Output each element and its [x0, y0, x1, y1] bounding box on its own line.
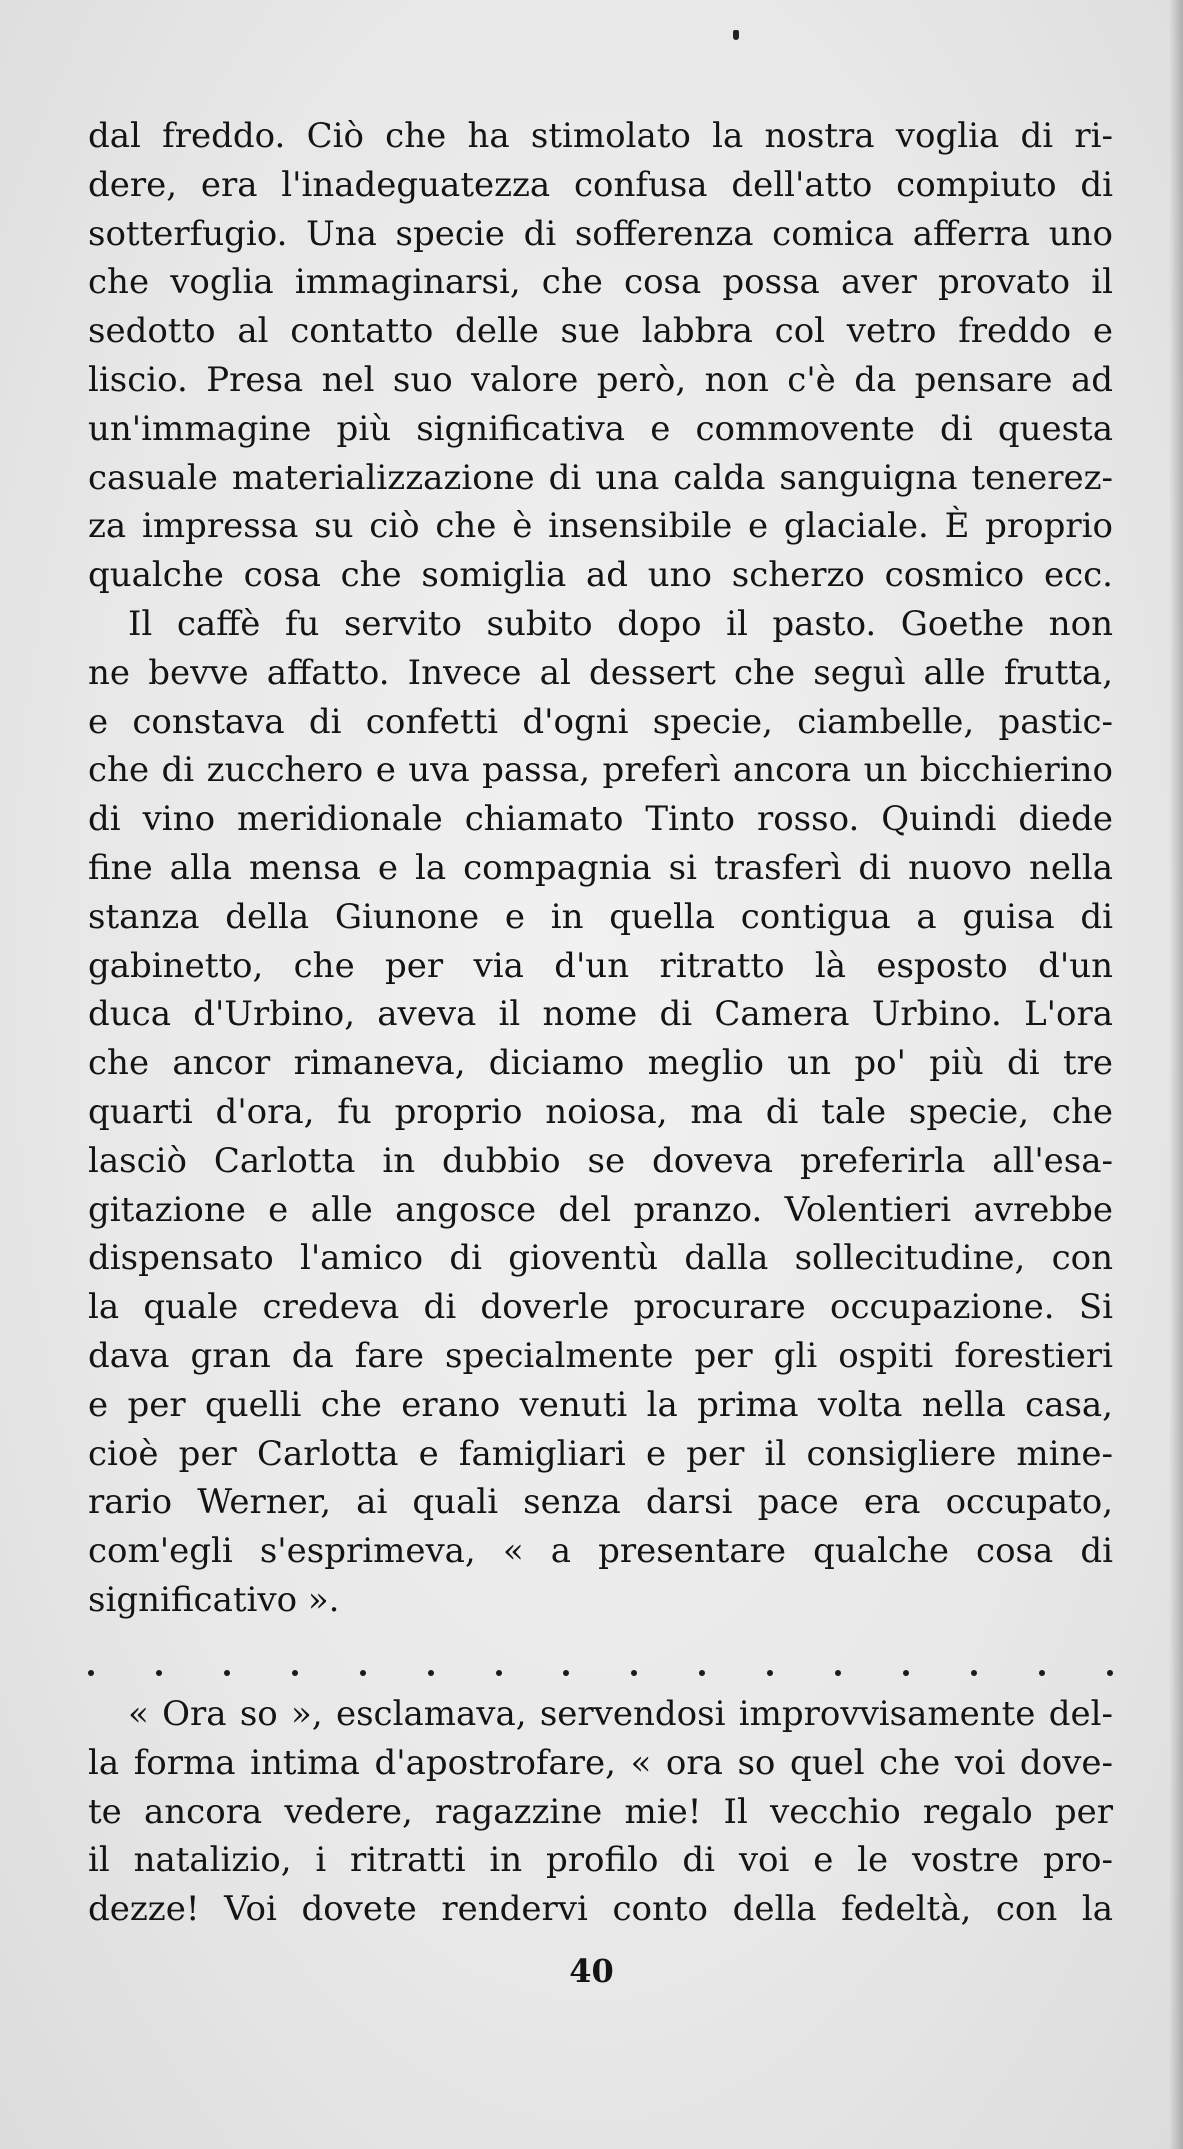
paragraph-1: [88, 112, 1113, 600]
ink-mark: [733, 30, 739, 40]
text-block-upper: [88, 112, 1113, 1625]
paragraph-2: [88, 600, 1113, 1625]
text-line: stanza della Giunone e in quella contigua a guisa di: [88, 896, 1113, 937]
separator-dot: [1039, 1670, 1045, 1676]
paragraph-3: [88, 1690, 1113, 1934]
text-line: liscio. Presa nel suo valore però, non c'è da pensare ad: [88, 359, 1113, 400]
text-line: che ancor rimaneva, diciamo meglio un po' più di tre: [88, 1043, 1113, 1084]
page-number: 40: [569, 1952, 614, 1990]
text-line: fine alla mensa e la compagnia si trasferì di nuovo nella: [88, 847, 1113, 888]
text-line: com'egli s'esprimeva, « a presentare qualche cosa di: [88, 1531, 1113, 1572]
text-line: sotterfugio. Una specie di sofferenza comica afferra uno: [88, 213, 1113, 254]
text-line: la forma intima d'apostrofare, « ora so quel che voi dove-: [88, 1742, 1113, 1783]
separator-dot: [631, 1670, 637, 1676]
text-line: che di zucchero e uva passa, preferì ancora un bicchierino: [88, 750, 1113, 791]
text-line: gitazione e alle angosce del pranzo. Volentieri avrebbe: [88, 1189, 1113, 1230]
separator-dot: [292, 1670, 298, 1676]
text-line: gabinetto, che per via d'un ritratto là esposto d'un: [88, 945, 1113, 986]
text-line: ne bevve affatto. Invece al dessert che seguì alle frutta,: [88, 652, 1113, 693]
text-line: quarti d'ora, fu proprio noiosa, ma di tale specie, che: [88, 1091, 1113, 1132]
text-line: sedotto al contatto delle sue labbra col vetro freddo e: [88, 311, 1113, 352]
text-line: te ancora vedere, ragazzine mie! Il vecchio regalo per: [88, 1791, 1113, 1832]
text-line: lasciò Carlotta in dubbio se doveva preferirla all'esa-: [88, 1140, 1113, 1181]
text-line: dava gran da fare specialmente per gli ospiti forestieri: [88, 1335, 1113, 1376]
separator-dot: [156, 1670, 162, 1676]
text-line: « Ora so », esclamava, servendosi improvvisamente del-: [128, 1694, 1113, 1734]
separator-dot: [1107, 1670, 1113, 1676]
text-line: qualche cosa che somiglia ad uno scherzo cosmico ecc.: [88, 555, 1113, 596]
separator-dot: [88, 1670, 94, 1676]
text-line: Il caffè fu servito subito dopo il pasto. Goethe non: [128, 603, 1113, 644]
text-line: la quale credeva di doverle procurare occupazione. Si: [88, 1287, 1113, 1328]
text-line: di vino meridionale chiamato Tinto rosso. Quindi diede: [88, 799, 1113, 840]
separator-dot: [428, 1670, 434, 1676]
section-separator-dots: [88, 1670, 1113, 1676]
text-line: cioè per Carlotta e famigliari e per il consigliere mine-: [88, 1433, 1113, 1474]
text-line: e constava di confetti d'ogni specie, ciambelle, pastic-: [88, 701, 1113, 742]
text-line: che voglia immaginarsi, che cosa possa aver provato il: [88, 262, 1113, 303]
separator-dot: [360, 1670, 366, 1676]
separator-dot: [971, 1670, 977, 1676]
text-line: duca d'Urbino, aveva il nome di Camera Urbino. L'ora: [88, 994, 1113, 1035]
separator-dot: [496, 1670, 502, 1676]
text-line: dere, era l'inadeguatezza confusa dell'atto compiuto di: [88, 164, 1113, 205]
text-line: rario Werner, ai quali senza darsi pace era occupato,: [88, 1482, 1113, 1523]
text-line: dal freddo. Ciò che ha stimolato la nostra voglia di ri-: [88, 116, 1113, 156]
text-line: e per quelli che erano venuti la prima volta nella casa,: [88, 1384, 1113, 1425]
text-block-lower: [88, 1690, 1113, 1934]
text-line: dezze! Voi dovete rendervi conto della fedeltà, con la: [88, 1889, 1113, 1930]
text-line: significativo ».: [88, 1579, 340, 1620]
separator-dot: [835, 1670, 841, 1676]
separator-dot: [224, 1670, 230, 1676]
separator-dot: [767, 1670, 773, 1676]
text-line: za impressa su ciò che è insensibile e glaciale. È proprio: [88, 506, 1113, 547]
text-line: dispensato l'amico di gioventù dalla sollecitudine, con: [88, 1238, 1113, 1279]
text-line: un'immagine più significativa e commovente di questa: [88, 408, 1113, 449]
text-line: il natalizio, i ritratti in profilo di voi e le vostre pro-: [88, 1840, 1113, 1881]
separator-dot: [699, 1670, 705, 1676]
separator-dot: [903, 1670, 909, 1676]
page-edge-shadow: [1169, 0, 1183, 2149]
text-line: casuale materializzazione di una calda sanguigna tenerez-: [88, 457, 1113, 498]
separator-dot: [563, 1670, 569, 1676]
